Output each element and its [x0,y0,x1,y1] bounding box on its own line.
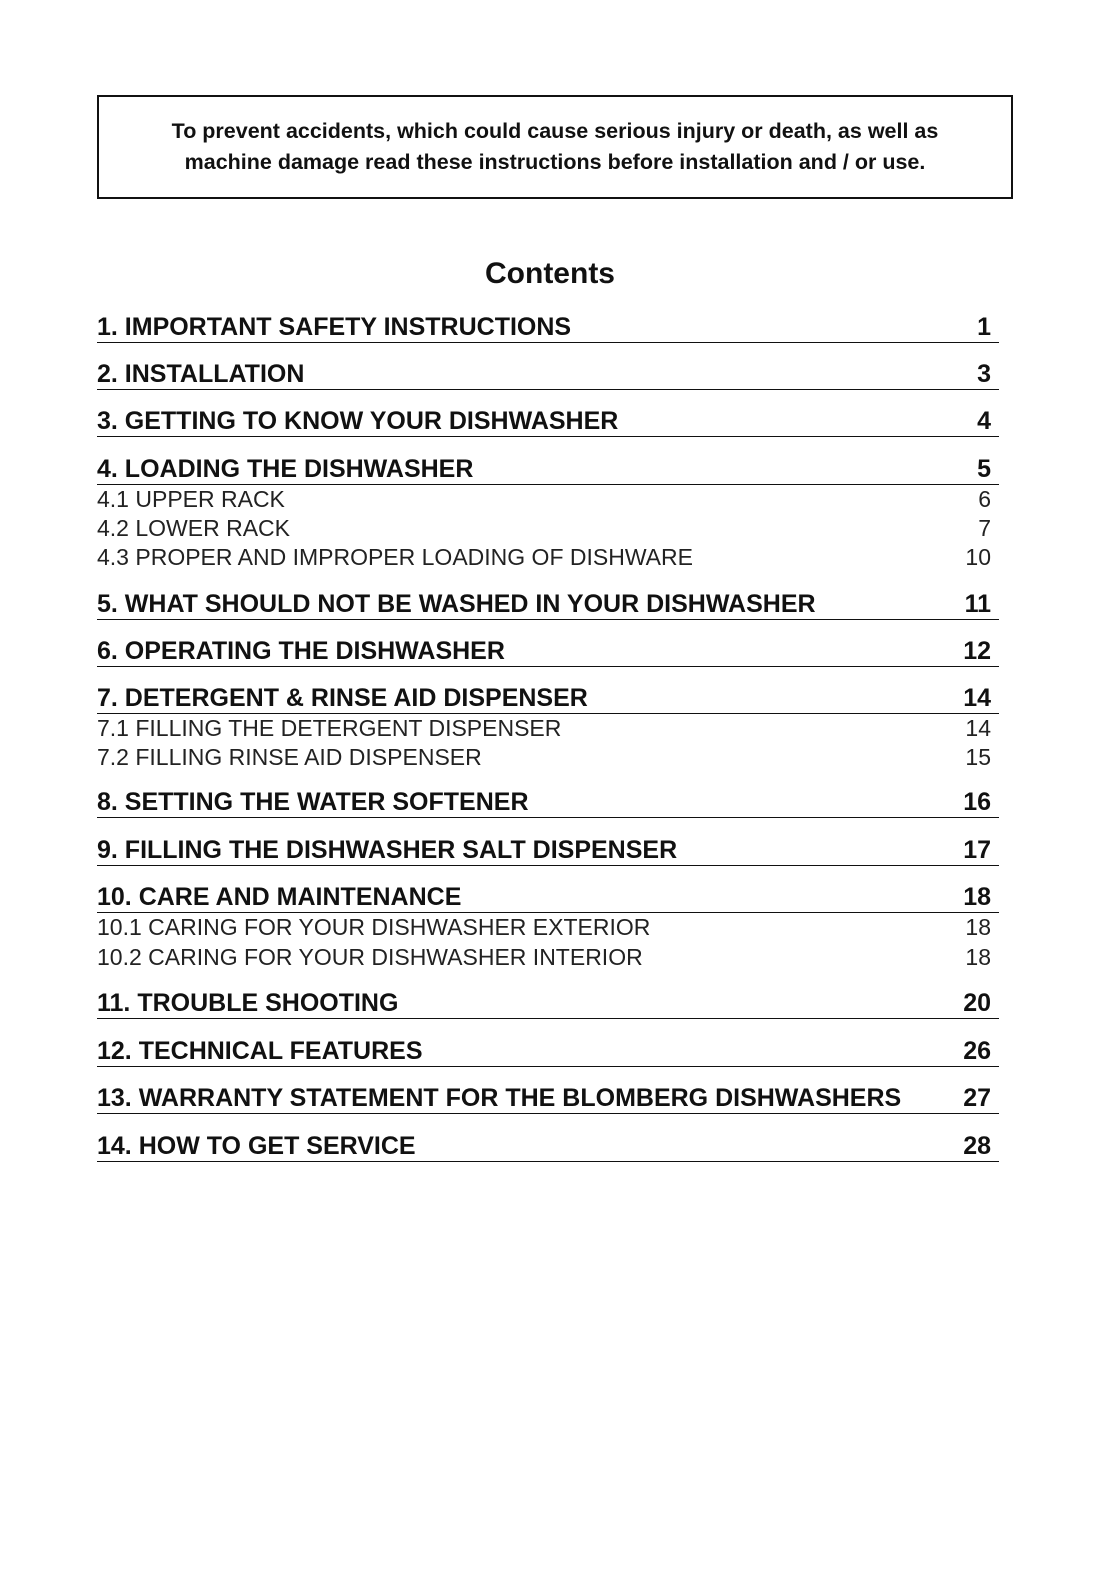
toc-label: 9. FILLING THE DISHWASHER SALT DISPENSER [97,836,678,864]
toc-entry-not-washed[interactable] [97,589,999,620]
warning-box [97,95,1013,199]
toc-subentry-filling-detergent[interactable] [97,714,999,742]
toc-entry-getting-to-know[interactable] [97,406,999,437]
toc-entry-salt-dispenser[interactable] [97,835,999,866]
toc-page-number: 10 [965,544,991,570]
toc-label: 10. CARE AND MAINTENANCE [97,883,462,911]
toc-label: 4.3 PROPER AND IMPROPER LOADING OF DISHWARE [97,544,693,570]
toc-entry-trouble-shooting[interactable] [97,988,999,1019]
warning-line-1: To prevent accidents, which could cause serious injury or death, as well as [171,119,939,143]
toc-label: 8. SETTING THE WATER SOFTENER [97,788,529,816]
toc-subentry-exterior[interactable] [97,913,999,941]
toc-label: 4.2 LOWER RACK [97,515,290,541]
toc-entry-water-softener[interactable] [97,787,999,818]
warning-line-2: machine damage read these instructions before installation and / or use. [184,150,926,174]
toc-label: 12. TECHNICAL FEATURES [97,1037,423,1065]
toc-subentry-interior[interactable] [97,943,999,971]
toc-page-number: 14 [965,715,991,741]
toc-page-number: 17 [963,836,991,864]
toc-page-number: 7 [978,515,991,541]
toc-label: 7.2 FILLING RINSE AID DISPENSER [97,744,482,770]
toc-page-number: 16 [963,788,991,816]
contents-title: Contents [485,257,615,290]
toc-label: 3. GETTING TO KNOW YOUR DISHWASHER [97,407,619,435]
toc-page-number: 12 [963,637,991,665]
toc-label: 11. TROUBLE SHOOTING [97,989,399,1017]
toc-page-number: 1 [977,313,991,341]
toc-page-number: 28 [963,1132,991,1160]
toc-page-number: 27 [963,1084,991,1112]
toc-label: 14. HOW TO GET SERVICE [97,1132,416,1160]
toc-label: 6. OPERATING THE DISHWASHER [97,637,505,665]
toc-subentry-lower-rack[interactable] [97,514,999,542]
toc-page-number: 18 [965,944,991,970]
toc-page-number: 26 [963,1037,991,1065]
toc-page-number: 11 [964,590,991,618]
toc-subentry-rinse-aid[interactable] [97,743,999,771]
toc-entry-loading[interactable] [97,454,999,485]
toc-page-number: 6 [978,486,991,512]
toc-entry-technical-features[interactable] [97,1036,999,1067]
toc-label: 5. WHAT SHOULD NOT BE WASHED IN YOUR DISHWASHER [97,590,816,618]
toc-page-number: 3 [977,360,991,388]
toc-page-number: 4 [977,407,991,435]
toc-entry-get-service[interactable] [97,1131,999,1162]
toc-page-number: 18 [965,914,991,940]
toc-page-number: 14 [963,684,991,712]
toc-label: 7. DETERGENT & RINSE AID DISPENSER [97,684,588,712]
toc-label: 7.1 FILLING THE DETERGENT DISPENSER [97,715,562,741]
toc-entry-installation[interactable] [97,359,999,390]
toc-label: 4.1 UPPER RACK [97,486,285,512]
toc-entry-warranty[interactable] [97,1083,999,1114]
toc-page-number: 15 [965,744,991,770]
toc-page-number: 20 [963,989,991,1017]
toc-label: 10.1 CARING FOR YOUR DISHWASHER EXTERIOR [97,914,651,940]
toc-label: 13. WARRANTY STATEMENT FOR THE BLOMBERG DISHWASHERS [97,1084,902,1112]
toc-entry-important-safety[interactable] [97,312,999,343]
toc-page-number: 18 [963,883,991,911]
toc-label: 1. IMPORTANT SAFETY INSTRUCTIONS [97,313,572,341]
toc-label: 4. LOADING THE DISHWASHER [97,455,474,483]
toc-label: 10.2 CARING FOR YOUR DISHWASHER INTERIOR [97,944,643,970]
toc-entry-operating[interactable] [97,636,999,667]
toc-entry-care-maintenance[interactable] [97,882,999,913]
toc-subentry-upper-rack[interactable] [97,485,999,513]
toc-label: 2. INSTALLATION [97,360,305,388]
toc-page-number: 5 [977,455,991,483]
toc-entry-detergent[interactable] [97,683,999,714]
toc-subentry-proper-loading[interactable] [97,543,999,571]
